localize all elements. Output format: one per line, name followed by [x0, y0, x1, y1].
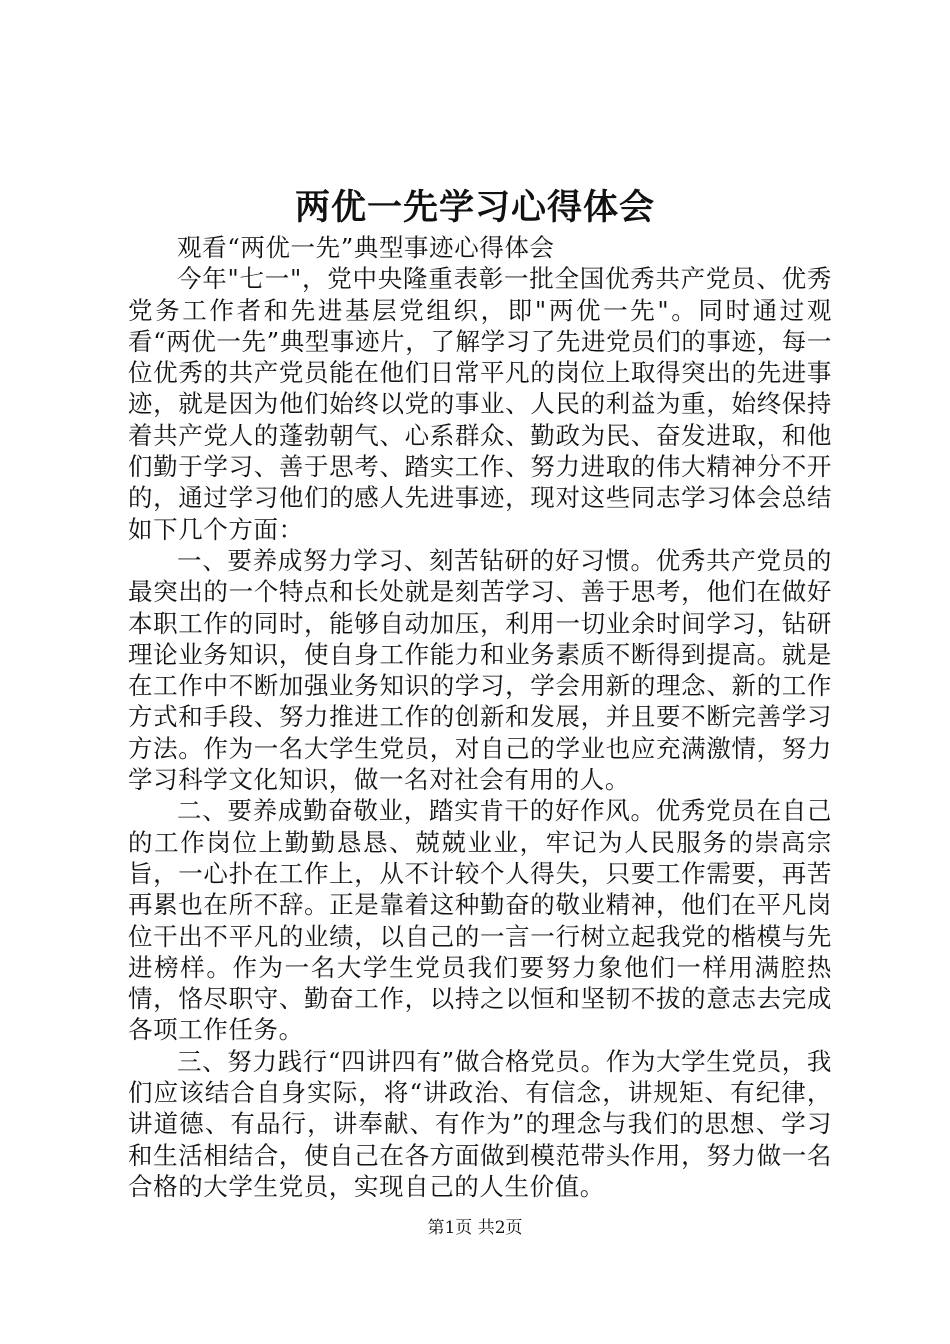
document-title: 两优一先学习心得体会 [294, 187, 655, 228]
document-body [128, 232, 832, 1202]
paragraph-point-3: 三、努力践行“四讲四有”做合格党员。作为大学生党员，我们应该结合自身实际，将“讲政治、有信念，讲规矩、有纪律，讲道德、有品行，讲奉献、有作为”的理念与我们的思想、学习和生活相结合，使自己在各方面做到模范带头作用，努力做一名合格的大学生党员，实现自己的人生价值。 [128, 1046, 832, 1201]
paragraph-point-1: 一、要养成努力学习、刻苦钻研的好习惯。优秀共产党员的最突出的一个特点和长处就是刻苦学习、善于思考，他们在做好本职工作的同时，能够自动加压，利用一切业余时间学习，钻研理论业务知识，使自身工作能力和业务素质不断得到提高。就是在工作中不断加强业务知识的学习，学会用新的理念、新的工作方式和手段、努力推进工作的创新和发展，并且要不断完善学习方法。作为一名大学生党员，对自己的学业也应充满激情，努力学习科学文化知识，做一名对社会有用的人。 [128, 545, 832, 795]
paragraph-point-2: 二、要养成勤奋敬业，踏实肯干的好作风。优秀党员在自己的工作岗位上勤勤恳恳、兢兢业业，牢记为人民服务的崇高宗旨，一心扑在工作上，从不计较个人得失，只要工作需要，再苦再累也在所不辞。正是靠着这种勤奋的敬业精神，他们在平凡岗位干出不平凡的业绩，以自己的一言一行树立起我党的楷模与先进榜样。作为一名大学生党员我们要努力象他们一样用满腔热情，恪尽职守、勤奋工作，以持之以恒和坚韧不拔的意志去完成各项工作任务。 [128, 796, 832, 1045]
document-subtitle: 观看“两优一先”典型事迹心得体会 [177, 233, 555, 262]
page-number-footer: 第1页 共2页 [427, 1218, 523, 1238]
paragraph-intro: 今年"七一"，党中央隆重表彰一批全国优秀共产党员、优秀党务工作者和先进基层党组织，即"两优一先"。同时通过观看“两优一先”典型事迹片，了解学习了先进党员们的事迹，每一位优秀的共产党员能在他们日常平凡的岗位上取得突出的先进事迹，就是因为他们始终以党的事业、人民的利益为重，始终保持着共产党人的蓬勃朝气、心系群众、勤政为民、奋发进取，和他们勤于学习、善于思考、踏实工作、努力进取的伟大精神分不开的，通过学习他们的感人先进事迹，现对这些同志学习体会总结如下几个方面： [128, 264, 832, 544]
